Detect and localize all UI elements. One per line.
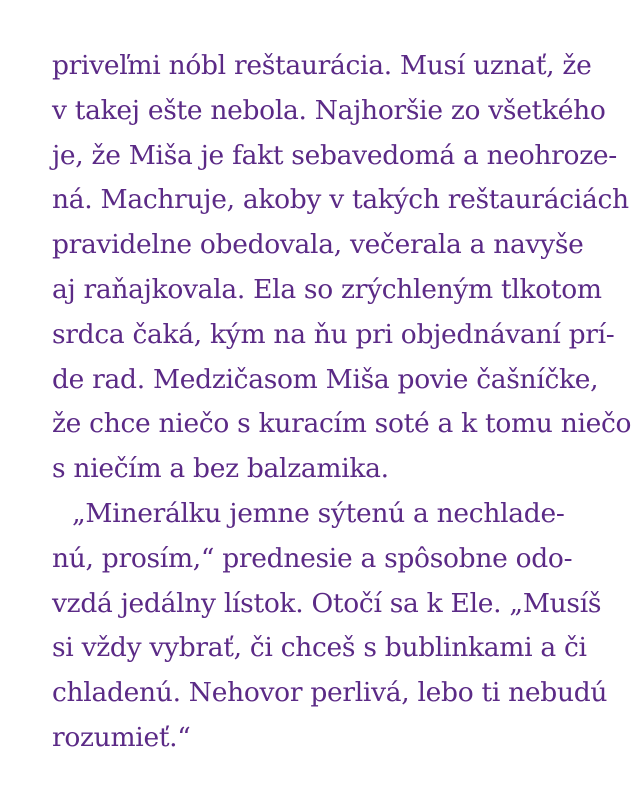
text-line: nú, prosím,“ prednesie a spôsobne odo- xyxy=(52,542,573,574)
text-line: „Minerálku jemne sýtenú a nechlade- xyxy=(72,497,565,529)
text-block xyxy=(52,44,632,761)
text-line: ná. Machruje, akoby v takých reštauráciách xyxy=(52,184,629,216)
text-line: aj raňajkovala. Ela so zrýchleným tlkotom xyxy=(52,273,602,305)
paragraph-2 xyxy=(52,492,612,761)
text-line: v takej ešte nebola. Najhoršie zo všetkého xyxy=(52,94,606,126)
text-line: de rad. Medzičasom Miša povie čašníčke, xyxy=(52,363,599,395)
paragraph-1 xyxy=(52,44,632,492)
text-line: si vždy vybrať, či chceš s bublinkami a či xyxy=(52,632,587,664)
text-line: chladenú. Nehovor perlivá, lebo ti nebudú xyxy=(52,677,608,709)
text-line: s niečím a bez balzamika. xyxy=(52,453,389,485)
text-line: vzdá jedálny lístok. Otočí sa k Ele. „Musíš xyxy=(52,587,602,619)
text-line: priveľmi nóbl reštaurácia. Musí uznať, že xyxy=(52,50,592,81)
text-line: rozumieť.“ xyxy=(52,721,191,753)
text-line: srdca čaká, kým na ňu pri objednávaní prí- xyxy=(52,318,615,350)
text-line: pravidelne obedovala, večerala a navyše xyxy=(52,229,584,261)
text-line: že chce niečo s kuracím soté a k tomu niečo xyxy=(52,408,632,440)
text-line: je, že Miša je fakt sebavedomá a neohroze- xyxy=(52,139,617,171)
